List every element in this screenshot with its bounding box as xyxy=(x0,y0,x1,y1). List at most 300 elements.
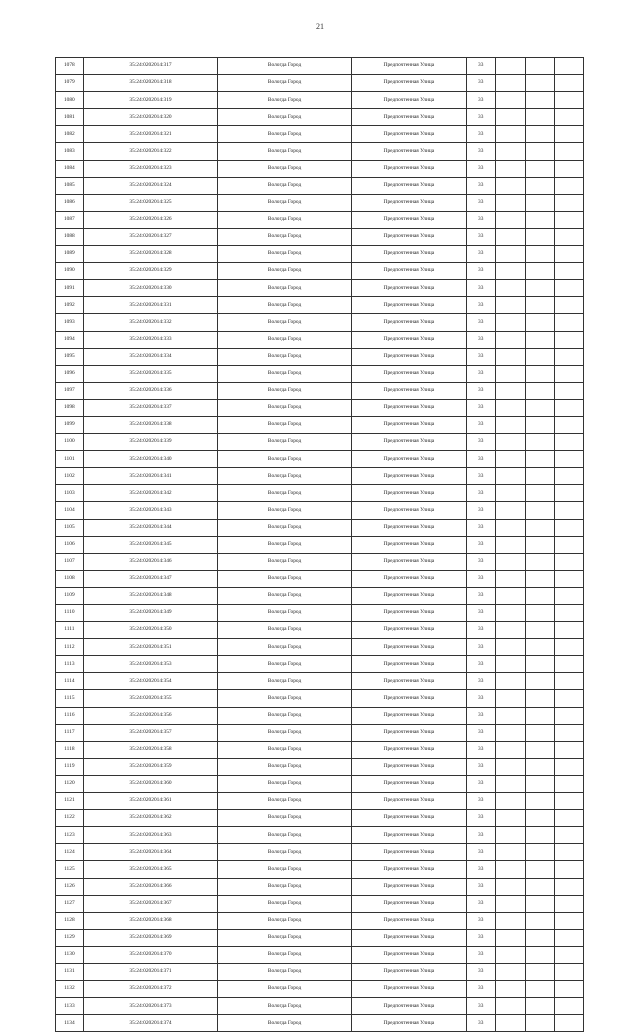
row-number-cell: 1126 xyxy=(56,878,84,895)
empty-cell-3 xyxy=(555,194,584,211)
table-row xyxy=(56,998,584,1015)
row-number-cell: 1122 xyxy=(56,810,84,827)
cadastral-number-cell: 35:24:0202014:329 xyxy=(83,263,218,280)
city-cell: Вологда Город xyxy=(218,502,352,519)
empty-cell-2 xyxy=(526,878,555,895)
city-cell: Вологда Город xyxy=(218,844,352,861)
empty-cell-1 xyxy=(495,143,526,160)
count-cell: 33 xyxy=(466,587,495,604)
row-number-cell: 1121 xyxy=(56,793,84,810)
empty-cell-3 xyxy=(555,981,584,998)
cadastral-number-cell: 35:24:0202014:343 xyxy=(83,502,218,519)
empty-cell-1 xyxy=(495,775,526,792)
empty-cell-2 xyxy=(526,314,555,331)
empty-cell-3 xyxy=(555,861,584,878)
row-number-cell: 1084 xyxy=(56,160,84,177)
row-number-cell: 1107 xyxy=(56,553,84,570)
cadastral-number-cell: 35:24:0202014:349 xyxy=(83,605,218,622)
empty-cell-2 xyxy=(526,895,555,912)
cadastral-number-cell: 35:24:0202014:362 xyxy=(83,810,218,827)
table-row xyxy=(56,228,584,245)
empty-cell-1 xyxy=(495,639,526,656)
city-cell: Вологда Город xyxy=(218,160,352,177)
street-type-cell: Предпочтенная Улица xyxy=(351,622,466,639)
table-row xyxy=(56,434,584,451)
street-type-cell: Предпочтенная Улица xyxy=(351,690,466,707)
street-type-cell: Предпочтенная Улица xyxy=(351,502,466,519)
row-number-cell: 1110 xyxy=(56,605,84,622)
city-cell: Вологда Город xyxy=(218,981,352,998)
empty-cell-1 xyxy=(495,810,526,827)
empty-cell-1 xyxy=(495,280,526,297)
street-type-cell: Предпочтенная Улица xyxy=(351,331,466,348)
cadastral-number-cell: 35:24:0202014:358 xyxy=(83,741,218,758)
empty-cell-2 xyxy=(526,365,555,382)
table-row xyxy=(56,963,584,980)
empty-cell-3 xyxy=(555,365,584,382)
street-type-cell: Предпочтенная Улица xyxy=(351,1015,466,1032)
cadastral-number-cell: 35:24:0202014:348 xyxy=(83,587,218,604)
table-row xyxy=(56,810,584,827)
count-cell: 33 xyxy=(466,570,495,587)
empty-cell-3 xyxy=(555,75,584,92)
empty-cell-3 xyxy=(555,878,584,895)
empty-cell-1 xyxy=(495,570,526,587)
street-type-cell: Предпочтенная Улица xyxy=(351,570,466,587)
empty-cell-1 xyxy=(495,434,526,451)
street-type-cell: Предпочтенная Улица xyxy=(351,707,466,724)
street-type-cell: Предпочтенная Улица xyxy=(351,177,466,194)
street-type-cell: Предпочтенная Улица xyxy=(351,399,466,416)
count-cell: 33 xyxy=(466,775,495,792)
street-type-cell: Предпочтенная Улица xyxy=(351,382,466,399)
street-type-cell: Предпочтенная Улица xyxy=(351,228,466,245)
row-number-cell: 1117 xyxy=(56,724,84,741)
row-number-cell: 1081 xyxy=(56,109,84,126)
city-cell: Вологда Город xyxy=(218,861,352,878)
table-row xyxy=(56,468,584,485)
row-number-cell: 1090 xyxy=(56,263,84,280)
street-type-cell: Предпочтенная Улица xyxy=(351,810,466,827)
empty-cell-1 xyxy=(495,365,526,382)
empty-cell-1 xyxy=(495,690,526,707)
empty-cell-3 xyxy=(555,912,584,929)
count-cell: 33 xyxy=(466,639,495,656)
empty-cell-3 xyxy=(555,468,584,485)
street-type-cell: Предпочтенная Улица xyxy=(351,793,466,810)
empty-cell-1 xyxy=(495,724,526,741)
empty-cell-1 xyxy=(495,912,526,929)
empty-cell-1 xyxy=(495,656,526,673)
empty-cell-2 xyxy=(526,194,555,211)
street-type-cell: Предпочтенная Улица xyxy=(351,827,466,844)
city-cell: Вологда Город xyxy=(218,878,352,895)
empty-cell-1 xyxy=(495,92,526,109)
empty-cell-3 xyxy=(555,519,584,536)
count-cell: 33 xyxy=(466,810,495,827)
empty-cell-2 xyxy=(526,946,555,963)
empty-cell-1 xyxy=(495,485,526,502)
city-cell: Вологда Город xyxy=(218,587,352,604)
page-number: 21 xyxy=(316,22,324,31)
empty-cell-1 xyxy=(495,741,526,758)
empty-cell-3 xyxy=(555,331,584,348)
city-cell: Вологда Город xyxy=(218,280,352,297)
empty-cell-3 xyxy=(555,553,584,570)
city-cell: Вологда Город xyxy=(218,690,352,707)
empty-cell-2 xyxy=(526,177,555,194)
street-type-cell: Предпочтенная Улица xyxy=(351,587,466,604)
empty-cell-3 xyxy=(555,963,584,980)
empty-cell-2 xyxy=(526,263,555,280)
city-cell: Вологда Город xyxy=(218,963,352,980)
row-number-cell: 1083 xyxy=(56,143,84,160)
cadastral-number-cell: 35:24:0202014:368 xyxy=(83,912,218,929)
street-type-cell: Предпочтенная Улица xyxy=(351,605,466,622)
table-row xyxy=(56,639,584,656)
cadastral-number-cell: 35:24:0202014:318 xyxy=(83,75,218,92)
street-type-cell: Предпочтенная Улица xyxy=(351,861,466,878)
table-row xyxy=(56,211,584,228)
empty-cell-1 xyxy=(495,502,526,519)
city-cell: Вологда Город xyxy=(218,793,352,810)
empty-cell-3 xyxy=(555,656,584,673)
empty-cell-3 xyxy=(555,280,584,297)
empty-cell-3 xyxy=(555,160,584,177)
empty-cell-3 xyxy=(555,434,584,451)
empty-cell-1 xyxy=(495,793,526,810)
empty-cell-3 xyxy=(555,775,584,792)
street-type-cell: Предпочтенная Улица xyxy=(351,775,466,792)
row-number-cell: 1116 xyxy=(56,707,84,724)
cadastral-number-cell: 35:24:0202014:374 xyxy=(83,1015,218,1032)
empty-cell-2 xyxy=(526,297,555,314)
empty-cell-2 xyxy=(526,758,555,775)
row-number-cell: 1098 xyxy=(56,399,84,416)
empty-cell-1 xyxy=(495,878,526,895)
count-cell: 33 xyxy=(466,861,495,878)
empty-cell-3 xyxy=(555,844,584,861)
count-cell: 33 xyxy=(466,194,495,211)
empty-cell-3 xyxy=(555,143,584,160)
row-number-cell: 1130 xyxy=(56,946,84,963)
empty-cell-2 xyxy=(526,519,555,536)
table-row xyxy=(56,878,584,895)
empty-cell-3 xyxy=(555,707,584,724)
table-row xyxy=(56,553,584,570)
empty-cell-1 xyxy=(495,929,526,946)
cadastral-number-cell: 35:24:0202014:328 xyxy=(83,246,218,263)
row-number-cell: 1128 xyxy=(56,912,84,929)
empty-cell-3 xyxy=(555,177,584,194)
empty-cell-2 xyxy=(526,211,555,228)
row-number-cell: 1106 xyxy=(56,536,84,553)
empty-cell-1 xyxy=(495,194,526,211)
count-cell: 33 xyxy=(466,758,495,775)
city-cell: Вологда Город xyxy=(218,331,352,348)
street-type-cell: Предпочтенная Улица xyxy=(351,126,466,143)
city-cell: Вологда Город xyxy=(218,451,352,468)
empty-cell-3 xyxy=(555,929,584,946)
empty-cell-2 xyxy=(526,553,555,570)
count-cell: 33 xyxy=(466,382,495,399)
cadastral-number-cell: 35:24:0202014:363 xyxy=(83,827,218,844)
empty-cell-2 xyxy=(526,998,555,1015)
empty-cell-1 xyxy=(495,263,526,280)
street-type-cell: Предпочтенная Улица xyxy=(351,981,466,998)
empty-cell-3 xyxy=(555,109,584,126)
count-cell: 33 xyxy=(466,912,495,929)
empty-cell-2 xyxy=(526,348,555,365)
empty-cell-2 xyxy=(526,75,555,92)
cadastral-number-cell: 35:24:0202014:355 xyxy=(83,690,218,707)
row-number-cell: 1082 xyxy=(56,126,84,143)
table-row xyxy=(56,451,584,468)
count-cell: 33 xyxy=(466,878,495,895)
row-number-cell: 1086 xyxy=(56,194,84,211)
cadastral-number-cell: 35:24:0202014:350 xyxy=(83,622,218,639)
cadastral-number-cell: 35:24:0202014:367 xyxy=(83,895,218,912)
street-type-cell: Предпочтенная Улица xyxy=(351,912,466,929)
city-cell: Вологда Город xyxy=(218,143,352,160)
table-row xyxy=(56,844,584,861)
city-cell: Вологда Город xyxy=(218,126,352,143)
row-number-cell: 1104 xyxy=(56,502,84,519)
table-row xyxy=(56,314,584,331)
street-type-cell: Предпочтенная Улица xyxy=(351,160,466,177)
table-row xyxy=(56,263,584,280)
count-cell: 33 xyxy=(466,109,495,126)
empty-cell-1 xyxy=(495,177,526,194)
count-cell: 33 xyxy=(466,263,495,280)
empty-cell-3 xyxy=(555,1015,584,1032)
city-cell: Вологда Город xyxy=(218,348,352,365)
table-row xyxy=(56,109,584,126)
street-type-cell: Предпочтенная Улица xyxy=(351,895,466,912)
cadastral-number-cell: 35:24:0202014:370 xyxy=(83,946,218,963)
empty-cell-2 xyxy=(526,981,555,998)
cadastral-number-cell: 35:24:0202014:344 xyxy=(83,519,218,536)
city-cell: Вологда Город xyxy=(218,622,352,639)
empty-cell-3 xyxy=(555,895,584,912)
table-row xyxy=(56,519,584,536)
row-number-cell: 1102 xyxy=(56,468,84,485)
city-cell: Вологда Город xyxy=(218,639,352,656)
count-cell: 33 xyxy=(466,998,495,1015)
table-row xyxy=(56,297,584,314)
empty-cell-3 xyxy=(555,246,584,263)
empty-cell-2 xyxy=(526,929,555,946)
street-type-cell: Предпочтенная Улица xyxy=(351,58,466,75)
count-cell: 33 xyxy=(466,143,495,160)
cadastral-number-cell: 35:24:0202014:353 xyxy=(83,656,218,673)
count-cell: 33 xyxy=(466,707,495,724)
empty-cell-2 xyxy=(526,1015,555,1032)
empty-cell-3 xyxy=(555,810,584,827)
cadastral-number-cell: 35:24:0202014:354 xyxy=(83,673,218,690)
cadastral-number-cell: 35:24:0202014:365 xyxy=(83,861,218,878)
empty-cell-2 xyxy=(526,844,555,861)
empty-cell-2 xyxy=(526,690,555,707)
row-number-cell: 1089 xyxy=(56,246,84,263)
table-row xyxy=(56,605,584,622)
cadastral-number-cell: 35:24:0202014:331 xyxy=(83,297,218,314)
empty-cell-2 xyxy=(526,228,555,245)
empty-cell-1 xyxy=(495,946,526,963)
count-cell: 33 xyxy=(466,177,495,194)
street-type-cell: Предпочтенная Улица xyxy=(351,314,466,331)
empty-cell-3 xyxy=(555,946,584,963)
count-cell: 33 xyxy=(466,280,495,297)
empty-cell-2 xyxy=(526,399,555,416)
row-number-cell: 1134 xyxy=(56,1015,84,1032)
city-cell: Вологда Город xyxy=(218,536,352,553)
count-cell: 33 xyxy=(466,622,495,639)
empty-cell-2 xyxy=(526,741,555,758)
empty-cell-3 xyxy=(555,263,584,280)
count-cell: 33 xyxy=(466,553,495,570)
table-row xyxy=(56,348,584,365)
empty-cell-3 xyxy=(555,724,584,741)
empty-cell-1 xyxy=(495,399,526,416)
count-cell: 33 xyxy=(466,331,495,348)
table-row xyxy=(56,981,584,998)
row-number-cell: 1112 xyxy=(56,639,84,656)
cadastral-number-cell: 35:24:0202014:371 xyxy=(83,963,218,980)
empty-cell-3 xyxy=(555,998,584,1015)
row-number-cell: 1103 xyxy=(56,485,84,502)
street-type-cell: Предпочтенная Улица xyxy=(351,639,466,656)
count-cell: 33 xyxy=(466,468,495,485)
cadastral-number-cell: 35:24:0202014:335 xyxy=(83,365,218,382)
count-cell: 33 xyxy=(466,519,495,536)
empty-cell-3 xyxy=(555,536,584,553)
street-type-cell: Предпочтенная Улица xyxy=(351,416,466,433)
empty-cell-3 xyxy=(555,758,584,775)
table-row xyxy=(56,946,584,963)
empty-cell-3 xyxy=(555,570,584,587)
count-cell: 33 xyxy=(466,844,495,861)
table-row xyxy=(56,416,584,433)
city-cell: Вологда Город xyxy=(218,468,352,485)
table-row xyxy=(56,502,584,519)
empty-cell-2 xyxy=(526,570,555,587)
table-row xyxy=(56,382,584,399)
count-cell: 33 xyxy=(466,365,495,382)
table-row xyxy=(56,895,584,912)
street-type-cell: Предпочтенная Улица xyxy=(351,451,466,468)
count-cell: 33 xyxy=(466,160,495,177)
street-type-cell: Предпочтенная Улица xyxy=(351,468,466,485)
empty-cell-2 xyxy=(526,434,555,451)
empty-cell-1 xyxy=(495,451,526,468)
cadastral-number-cell: 35:24:0202014:360 xyxy=(83,775,218,792)
count-cell: 33 xyxy=(466,827,495,844)
street-type-cell: Предпочтенная Улица xyxy=(351,348,466,365)
table-body xyxy=(56,58,584,1032)
empty-cell-2 xyxy=(526,656,555,673)
empty-cell-2 xyxy=(526,92,555,109)
count-cell: 33 xyxy=(466,946,495,963)
empty-cell-1 xyxy=(495,1015,526,1032)
cadastral-number-cell: 35:24:0202014:326 xyxy=(83,211,218,228)
cadastral-number-cell: 35:24:0202014:317 xyxy=(83,58,218,75)
city-cell: Вологда Город xyxy=(218,211,352,228)
empty-cell-2 xyxy=(526,775,555,792)
row-number-cell: 1079 xyxy=(56,75,84,92)
street-type-cell: Предпочтенная Улица xyxy=(351,519,466,536)
empty-cell-2 xyxy=(526,280,555,297)
empty-cell-1 xyxy=(495,246,526,263)
city-cell: Вологда Город xyxy=(218,724,352,741)
cadastral-number-cell: 35:24:0202014:330 xyxy=(83,280,218,297)
empty-cell-3 xyxy=(555,211,584,228)
cadastral-number-cell: 35:24:0202014:324 xyxy=(83,177,218,194)
count-cell: 33 xyxy=(466,656,495,673)
table-row xyxy=(56,929,584,946)
empty-cell-2 xyxy=(526,639,555,656)
row-number-cell: 1115 xyxy=(56,690,84,707)
row-number-cell: 1114 xyxy=(56,673,84,690)
city-cell: Вологда Город xyxy=(218,177,352,194)
count-cell: 33 xyxy=(466,793,495,810)
empty-cell-1 xyxy=(495,519,526,536)
empty-cell-2 xyxy=(526,451,555,468)
cadastral-number-cell: 35:24:0202014:351 xyxy=(83,639,218,656)
city-cell: Вологда Город xyxy=(218,382,352,399)
empty-cell-1 xyxy=(495,382,526,399)
table-row xyxy=(56,861,584,878)
count-cell: 33 xyxy=(466,416,495,433)
street-type-cell: Предпочтенная Улица xyxy=(351,92,466,109)
cadastral-number-cell: 35:24:0202014:325 xyxy=(83,194,218,211)
street-type-cell: Предпочтенная Улица xyxy=(351,946,466,963)
city-cell: Вологда Город xyxy=(218,895,352,912)
empty-cell-3 xyxy=(555,827,584,844)
empty-cell-3 xyxy=(555,485,584,502)
empty-cell-1 xyxy=(495,416,526,433)
table-row xyxy=(56,912,584,929)
street-type-cell: Предпочтенная Улица xyxy=(351,75,466,92)
count-cell: 33 xyxy=(466,228,495,245)
row-number-cell: 1088 xyxy=(56,228,84,245)
table-row xyxy=(56,280,584,297)
row-number-cell: 1131 xyxy=(56,963,84,980)
empty-cell-3 xyxy=(555,793,584,810)
row-number-cell: 1080 xyxy=(56,92,84,109)
empty-cell-1 xyxy=(495,126,526,143)
city-cell: Вологда Город xyxy=(218,246,352,263)
cadastral-number-cell: 35:24:0202014:364 xyxy=(83,844,218,861)
empty-cell-2 xyxy=(526,382,555,399)
row-number-cell: 1113 xyxy=(56,656,84,673)
empty-cell-3 xyxy=(555,92,584,109)
table-row xyxy=(56,827,584,844)
empty-cell-1 xyxy=(495,536,526,553)
cadastral-number-cell: 35:24:0202014:333 xyxy=(83,331,218,348)
city-cell: Вологда Город xyxy=(218,707,352,724)
cadastral-number-cell: 35:24:0202014:341 xyxy=(83,468,218,485)
count-cell: 33 xyxy=(466,981,495,998)
cadastral-number-cell: 35:24:0202014:338 xyxy=(83,416,218,433)
street-type-cell: Предпочтенная Улица xyxy=(351,246,466,263)
row-number-cell: 1124 xyxy=(56,844,84,861)
table-row xyxy=(56,724,584,741)
empty-cell-1 xyxy=(495,553,526,570)
count-cell: 33 xyxy=(466,75,495,92)
count-cell: 33 xyxy=(466,211,495,228)
city-cell: Вологда Город xyxy=(218,775,352,792)
